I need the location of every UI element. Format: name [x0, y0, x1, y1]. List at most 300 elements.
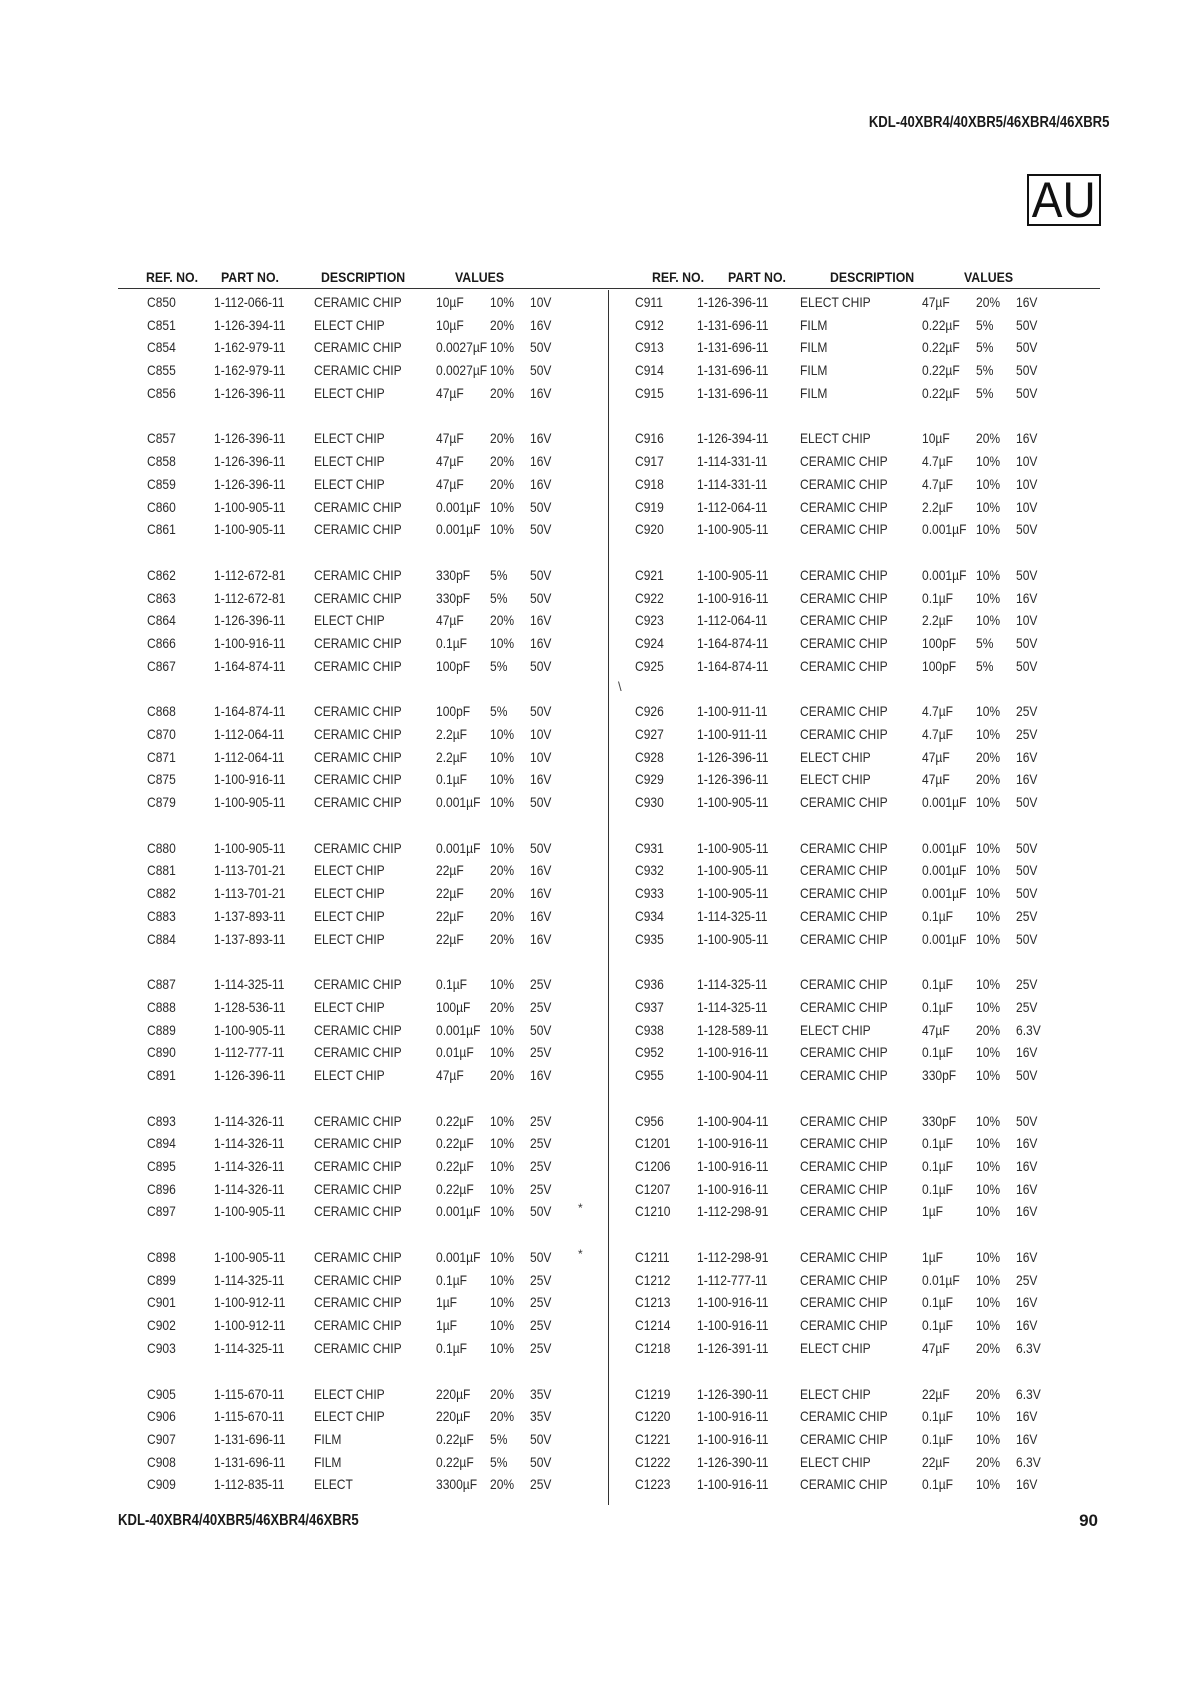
cell-value: 2.2µF	[922, 498, 954, 515]
cell-value: 1µF	[436, 1317, 457, 1334]
table-row	[118, 745, 608, 768]
cell-tolerance: 10%	[490, 1112, 515, 1129]
cell-part-no: 1-100-905-11	[697, 885, 769, 902]
table-row	[118, 1109, 608, 1132]
cell-ref-no: C1201	[635, 1135, 671, 1152]
cell-ref-no: C920	[635, 521, 664, 538]
cell-voltage: 50V	[1016, 339, 1038, 356]
cell-ref-no: C889	[147, 1021, 176, 1038]
cell-part-no: 1-100-905-11	[697, 930, 769, 947]
cell-tolerance: 20%	[490, 612, 515, 629]
cell-voltage: 50V	[1016, 566, 1038, 583]
cell-tolerance: 20%	[490, 862, 515, 879]
cell-voltage: 50V	[530, 703, 552, 720]
cell-voltage: 50V	[530, 1430, 552, 1447]
cell-value: 100pF	[436, 703, 471, 720]
cell-part-no: 1-100-905-11	[214, 839, 286, 856]
cell-value: 0.22µF	[922, 339, 960, 356]
cell-part-no: 1-100-905-11	[697, 521, 769, 538]
cell-tolerance: 5%	[490, 657, 508, 674]
cell-voltage: 25V	[1016, 907, 1038, 924]
cell-description: CERAMIC CHIP	[800, 1249, 888, 1266]
cell-value: 0.1µF	[922, 998, 954, 1015]
table-row	[118, 335, 608, 358]
parts-table-left	[118, 290, 608, 1495]
cell-tolerance: 10%	[490, 1271, 515, 1288]
cell-tolerance: 10%	[976, 885, 1001, 902]
cell-tolerance: 10%	[976, 1066, 1001, 1083]
cell-ref-no: C894	[147, 1135, 176, 1152]
cell-value: 47µF	[922, 771, 950, 788]
cell-ref-no: C887	[147, 976, 176, 993]
cell-voltage: 16V	[1016, 1135, 1038, 1152]
cell-value: 0.1µF	[922, 1180, 954, 1197]
table-row	[608, 426, 1100, 449]
table-row	[118, 608, 608, 631]
cell-tolerance: 20%	[490, 885, 515, 902]
cell-value: 0.22µF	[436, 1453, 474, 1470]
cell-ref-no: C858	[147, 453, 176, 470]
row-spacer	[608, 1222, 1100, 1245]
cell-ref-no: C851	[147, 316, 176, 333]
cell-part-no: 1-100-905-11	[214, 1203, 286, 1220]
row-spacer	[118, 403, 608, 426]
row-mark: *	[578, 1247, 583, 1262]
cell-value: 0.0027µF	[436, 339, 488, 356]
cell-description: CERAMIC CHIP	[800, 1112, 888, 1129]
cell-tolerance: 10%	[490, 1158, 515, 1174]
cell-part-no: 1-100-904-11	[697, 1066, 769, 1083]
cell-part-no: 1-126-390-11	[697, 1453, 769, 1470]
cell-value: 0.22µF	[436, 1180, 474, 1197]
cell-ref-no: C913	[635, 339, 664, 356]
cell-part-no: 1-114-325-11	[214, 976, 285, 993]
cell-value: 0.1µF	[922, 1430, 954, 1447]
cell-ref-no: C1210	[635, 1203, 671, 1220]
cell-voltage: 50V	[530, 1021, 552, 1038]
cell-description: CERAMIC CHIP	[314, 1112, 402, 1129]
header-model-title: KDL-40XBR4/40XBR5/46XBR4/46XBR5	[868, 114, 1109, 131]
row-spacer	[118, 1359, 608, 1382]
cell-voltage: 16V	[530, 475, 552, 492]
cell-description: FILM	[314, 1430, 342, 1447]
cell-voltage: 16V	[530, 634, 552, 651]
table-row	[608, 972, 1100, 995]
cell-value: 0.22µF	[436, 1112, 474, 1129]
cell-value: 0.22µF	[436, 1430, 474, 1447]
cell-part-no: 1-112-066-11	[214, 294, 285, 310]
cell-tolerance: 20%	[490, 907, 515, 924]
cell-tolerance: 20%	[490, 384, 515, 401]
table-row	[118, 563, 608, 586]
cell-voltage: 16V	[1016, 1430, 1038, 1447]
cell-value: 0.1µF	[436, 1339, 468, 1356]
col-ref-no-right: REF. NO.	[652, 269, 705, 285]
cell-value: 0.1µF	[922, 1317, 954, 1334]
cell-part-no: 1-131-696-11	[214, 1430, 286, 1447]
cell-value: 10µF	[436, 294, 464, 310]
cell-voltage: 6.3V	[1016, 1453, 1041, 1470]
table-row	[118, 995, 608, 1018]
cell-tolerance: 20%	[976, 1021, 1001, 1038]
cell-ref-no: C867	[147, 657, 176, 674]
cell-voltage: 10V	[1016, 475, 1038, 492]
cell-description: ELECT CHIP	[800, 1385, 871, 1402]
cell-description: CERAMIC CHIP	[800, 612, 888, 629]
table-row	[608, 654, 1100, 677]
cell-value: 0.22µF	[922, 316, 960, 333]
cell-ref-no: C930	[635, 794, 664, 811]
cell-description: CERAMIC CHIP	[314, 771, 402, 788]
cell-tolerance: 10%	[976, 794, 1001, 811]
cell-description: CERAMIC CHIP	[800, 1158, 888, 1174]
cell-tolerance: 10%	[490, 839, 515, 856]
cell-value: 4.7µF	[922, 475, 954, 492]
cell-tolerance: 10%	[976, 930, 1001, 947]
cell-ref-no: C898	[147, 1249, 176, 1266]
cell-tolerance: 20%	[976, 1385, 1001, 1402]
cell-part-no: 1-114-326-11	[214, 1158, 285, 1174]
cell-voltage: 25V	[530, 1339, 552, 1356]
table-row	[608, 1313, 1100, 1336]
cell-ref-no: C936	[635, 976, 664, 993]
cell-part-no: 1-112-672-81	[214, 589, 286, 606]
cell-value: 47µF	[922, 294, 950, 310]
cell-ref-no: C955	[635, 1066, 664, 1083]
cell-description: CERAMIC CHIP	[800, 453, 888, 470]
cell-part-no: 1-114-325-11	[697, 907, 768, 924]
cell-value: 0.22µF	[436, 1135, 474, 1152]
cell-voltage: 50V	[1016, 885, 1038, 902]
table-row	[608, 1472, 1100, 1495]
table-row	[578, 1245, 1100, 1268]
cell-description: CERAMIC CHIP	[800, 589, 888, 606]
cell-description: ELECT CHIP	[314, 430, 385, 447]
cell-value: 47µF	[922, 1339, 950, 1356]
col-description-right: DESCRIPTION	[830, 269, 915, 285]
cell-description: CERAMIC CHIP	[314, 1249, 402, 1266]
cell-value: 100pF	[436, 657, 471, 674]
cell-tolerance: 10%	[490, 1180, 515, 1197]
cell-part-no: 1-131-696-11	[697, 384, 769, 401]
cell-value: 0.1µF	[436, 634, 468, 651]
row-spacer	[608, 813, 1100, 836]
region-badge	[1027, 174, 1101, 226]
cell-value: 0.001µF	[922, 839, 967, 856]
cell-description: ELECT CHIP	[800, 1021, 871, 1038]
cell-tolerance: 5%	[976, 657, 994, 674]
cell-voltage: 16V	[1016, 748, 1038, 765]
cell-tolerance: 10%	[976, 1271, 1001, 1288]
cell-part-no: 1-131-696-11	[214, 1453, 286, 1470]
cell-description: CERAMIC CHIP	[800, 1271, 888, 1288]
cell-description: FILM	[800, 384, 828, 401]
cell-ref-no: C924	[635, 634, 664, 651]
row-spacer	[608, 1359, 1100, 1382]
cell-description: ELECT CHIP	[314, 1066, 385, 1083]
cell-part-no: 1-114-325-11	[697, 998, 768, 1015]
cell-part-no: 1-126-390-11	[697, 1385, 769, 1402]
cell-voltage: 16V	[530, 930, 552, 947]
cell-ref-no: C921	[635, 566, 664, 583]
cell-voltage: 50V	[530, 589, 552, 606]
cell-ref-no: C1221	[635, 1430, 671, 1447]
cell-description: CERAMIC CHIP	[314, 339, 402, 356]
cell-value: 0.001µF	[922, 521, 967, 538]
cell-ref-no: C928	[635, 748, 664, 765]
table-row	[608, 1131, 1100, 1154]
cell-description: CERAMIC CHIP	[314, 1203, 402, 1220]
cell-tolerance: 10%	[976, 1135, 1001, 1152]
cell-voltage: 50V	[530, 839, 552, 856]
row-spacer	[608, 540, 1100, 563]
cell-tolerance: 10%	[490, 362, 515, 379]
cell-ref-no: C868	[147, 703, 176, 720]
cell-value: 22µF	[922, 1385, 950, 1402]
cell-voltage: 16V	[1016, 1180, 1038, 1197]
cell-description: CERAMIC CHIP	[314, 703, 402, 720]
cell-ref-no: C905	[147, 1385, 176, 1402]
cell-voltage: 16V	[1016, 1249, 1038, 1266]
cell-voltage: 50V	[1016, 930, 1038, 947]
col-description: DESCRIPTION	[321, 269, 406, 285]
cell-tolerance: 20%	[490, 430, 515, 447]
table-row	[608, 586, 1100, 609]
row-mark: *	[578, 1201, 583, 1216]
cell-voltage: 10V	[530, 748, 552, 765]
cell-tolerance: 10%	[976, 726, 1001, 742]
cell-value: 100µF	[436, 998, 471, 1015]
cell-part-no: 1-112-298-91	[697, 1249, 769, 1266]
cell-voltage: 25V	[530, 1044, 552, 1061]
cell-description: CERAMIC CHIP	[800, 1044, 888, 1061]
cell-ref-no: C897	[147, 1203, 176, 1220]
col-ref-no: REF. NO.	[146, 269, 199, 285]
cell-tolerance: 10%	[490, 1317, 515, 1334]
cell-description: CERAMIC CHIP	[314, 294, 402, 310]
cell-value: 4.7µF	[922, 726, 954, 742]
table-row	[608, 722, 1100, 745]
cell-tolerance: 10%	[490, 1135, 515, 1152]
cell-description: CERAMIC CHIP	[314, 1317, 402, 1334]
cell-part-no: 1-126-396-11	[214, 1066, 286, 1083]
cell-tolerance: 5%	[976, 384, 994, 401]
table-row	[608, 1450, 1100, 1473]
cell-tolerance: 10%	[490, 498, 515, 515]
stray-mark: \	[618, 679, 622, 694]
cell-part-no: 1-131-696-11	[697, 339, 769, 356]
cell-description: CERAMIC CHIP	[800, 839, 888, 856]
cell-ref-no: C909	[147, 1476, 176, 1493]
table-row	[118, 1245, 608, 1268]
cell-voltage: 10V	[1016, 612, 1038, 629]
cell-description: ELECT CHIP	[314, 885, 385, 902]
cell-voltage: 6.3V	[1016, 1339, 1041, 1356]
cell-part-no: 1-164-874-11	[214, 657, 286, 674]
cell-description: CERAMIC CHIP	[800, 885, 888, 902]
cell-voltage: 25V	[530, 1135, 552, 1152]
cell-description: CERAMIC CHIP	[800, 475, 888, 492]
cell-tolerance: 10%	[976, 475, 1001, 492]
cell-part-no: 1-100-916-11	[697, 1158, 769, 1174]
cell-description: FILM	[800, 316, 828, 333]
cell-voltage: 16V	[1016, 1317, 1038, 1334]
row-spacer	[608, 949, 1100, 972]
cell-description: ELECT CHIP	[800, 1339, 871, 1356]
cell-part-no: 1-131-696-11	[697, 362, 769, 379]
cell-part-no: 1-100-905-11	[697, 566, 769, 583]
cell-value: 0.001µF	[436, 794, 481, 811]
cell-part-no: 1-126-396-11	[214, 384, 286, 401]
cell-tolerance: 20%	[490, 475, 515, 492]
table-row	[608, 1109, 1100, 1132]
cell-value: 47µF	[436, 430, 464, 447]
cell-voltage: 10V	[1016, 453, 1038, 470]
cell-ref-no: C911	[635, 294, 663, 310]
table-row	[118, 1404, 608, 1427]
cell-part-no: 1-100-905-11	[214, 498, 286, 515]
cell-value: 47µF	[436, 475, 464, 492]
cell-voltage: 25V	[530, 1112, 552, 1129]
cell-tolerance: 10%	[490, 1021, 515, 1038]
cell-description: CERAMIC CHIP	[314, 362, 402, 379]
table-row	[118, 1290, 608, 1313]
table-row	[608, 836, 1100, 859]
cell-part-no: 1-112-298-91	[697, 1203, 769, 1220]
cell-tolerance: 10%	[976, 521, 1001, 538]
cell-part-no: 1-115-670-11	[214, 1408, 285, 1425]
cell-ref-no: C1212	[635, 1271, 671, 1288]
cell-ref-no: C890	[147, 1044, 176, 1061]
cell-part-no: 1-112-777-11	[214, 1044, 285, 1061]
cell-description: CERAMIC CHIP	[800, 1135, 888, 1152]
cell-value: 0.0027µF	[436, 362, 488, 379]
cell-voltage: 16V	[1016, 430, 1038, 447]
table-row	[118, 1131, 608, 1154]
cell-tolerance: 10%	[976, 1158, 1001, 1174]
cell-ref-no: C879	[147, 794, 176, 811]
cell-voltage: 50V	[530, 362, 552, 379]
cell-tolerance: 10%	[490, 1203, 515, 1220]
table-row	[608, 608, 1100, 631]
cell-voltage: 25V	[530, 976, 552, 993]
cell-ref-no: C1213	[635, 1294, 671, 1311]
cell-part-no: 1-100-916-11	[697, 1476, 769, 1493]
cell-voltage: 10V	[530, 294, 552, 310]
cell-description: CERAMIC CHIP	[314, 1044, 402, 1061]
cell-description: CERAMIC CHIP	[800, 521, 888, 538]
cell-description: CERAMIC CHIP	[314, 1021, 402, 1038]
cell-description: ELECT CHIP	[314, 384, 385, 401]
cell-voltage: 25V	[1016, 726, 1038, 742]
cell-ref-no: C1206	[635, 1158, 671, 1174]
cell-voltage: 25V	[530, 1158, 552, 1174]
table-row	[608, 1290, 1100, 1313]
cell-value: 22µF	[436, 907, 464, 924]
cell-value: 47µF	[922, 748, 950, 765]
cell-part-no: 1-126-396-11	[697, 771, 769, 788]
cell-tolerance: 10%	[490, 1044, 515, 1061]
cell-part-no: 1-113-701-21	[214, 885, 286, 902]
cell-description: FILM	[800, 362, 828, 379]
cell-part-no: 1-100-916-11	[697, 1135, 769, 1152]
cell-ref-no: C918	[635, 475, 664, 492]
table-row	[608, 1040, 1100, 1063]
cell-voltage: 50V	[1016, 794, 1038, 811]
cell-tolerance: 5%	[976, 339, 994, 356]
cell-part-no: 1-100-916-11	[697, 1430, 769, 1447]
cell-value: 47µF	[436, 453, 464, 470]
cell-ref-no: C915	[635, 384, 664, 401]
cell-part-no: 1-100-904-11	[697, 1112, 769, 1129]
cell-ref-no: C861	[147, 521, 176, 538]
cell-value: 0.1µF	[436, 976, 468, 993]
cell-part-no: 1-112-064-11	[214, 748, 285, 765]
table-row	[118, 1472, 608, 1495]
cell-description: CERAMIC CHIP	[314, 1158, 402, 1174]
cell-value: 22µF	[922, 1453, 950, 1470]
cell-voltage: 16V	[1016, 1408, 1038, 1425]
cell-voltage: 16V	[530, 907, 552, 924]
cell-ref-no: C907	[147, 1430, 176, 1447]
table-row	[118, 881, 608, 904]
cell-part-no: 1-100-912-11	[214, 1317, 286, 1334]
table-row	[608, 699, 1100, 722]
cell-tolerance: 5%	[976, 316, 994, 333]
cell-value: 0.001µF	[922, 862, 967, 879]
table-row	[118, 927, 608, 950]
cell-part-no: 1-164-874-11	[697, 634, 769, 651]
cell-voltage: 50V	[1016, 657, 1038, 674]
cell-part-no: 1-114-325-11	[697, 976, 768, 993]
cell-part-no: 1-131-696-11	[697, 316, 769, 333]
table-row	[608, 767, 1100, 790]
cell-ref-no: C937	[635, 998, 664, 1015]
cell-tolerance: 10%	[976, 1476, 1001, 1493]
cell-voltage: 25V	[530, 998, 552, 1015]
cell-part-no: 1-126-394-11	[697, 430, 769, 447]
cell-voltage: 50V	[530, 339, 552, 356]
cell-ref-no: C871	[147, 748, 176, 765]
cell-voltage: 50V	[530, 1453, 552, 1470]
cell-description: CERAMIC CHIP	[314, 566, 402, 583]
cell-part-no: 1-126-396-11	[214, 453, 286, 470]
table-row	[118, 1177, 608, 1200]
cell-ref-no: C866	[147, 634, 176, 651]
table-row	[608, 313, 1100, 336]
cell-ref-no: C854	[147, 339, 176, 356]
table-row	[118, 790, 608, 813]
cell-ref-no: C929	[635, 771, 664, 788]
row-spacer	[608, 403, 1100, 426]
cell-description: CERAMIC CHIP	[314, 748, 402, 765]
cell-ref-no: C884	[147, 930, 176, 947]
cell-ref-no: C883	[147, 907, 176, 924]
cell-description: ELECT CHIP	[314, 930, 385, 947]
cell-ref-no: C925	[635, 657, 664, 674]
row-spacer	[118, 1086, 608, 1109]
cell-tolerance: 10%	[976, 1294, 1001, 1311]
cell-ref-no: C1218	[635, 1339, 671, 1356]
cell-value: 0.1µF	[922, 1158, 954, 1174]
cell-tolerance: 20%	[976, 748, 1001, 765]
cell-part-no: 1-114-325-11	[214, 1339, 285, 1356]
cell-value: 0.1µF	[436, 771, 468, 788]
table-row	[608, 1154, 1100, 1177]
cell-part-no: 1-137-893-11	[214, 907, 286, 924]
cell-ref-no: C934	[635, 907, 664, 924]
cell-voltage: 50V	[530, 1203, 552, 1220]
